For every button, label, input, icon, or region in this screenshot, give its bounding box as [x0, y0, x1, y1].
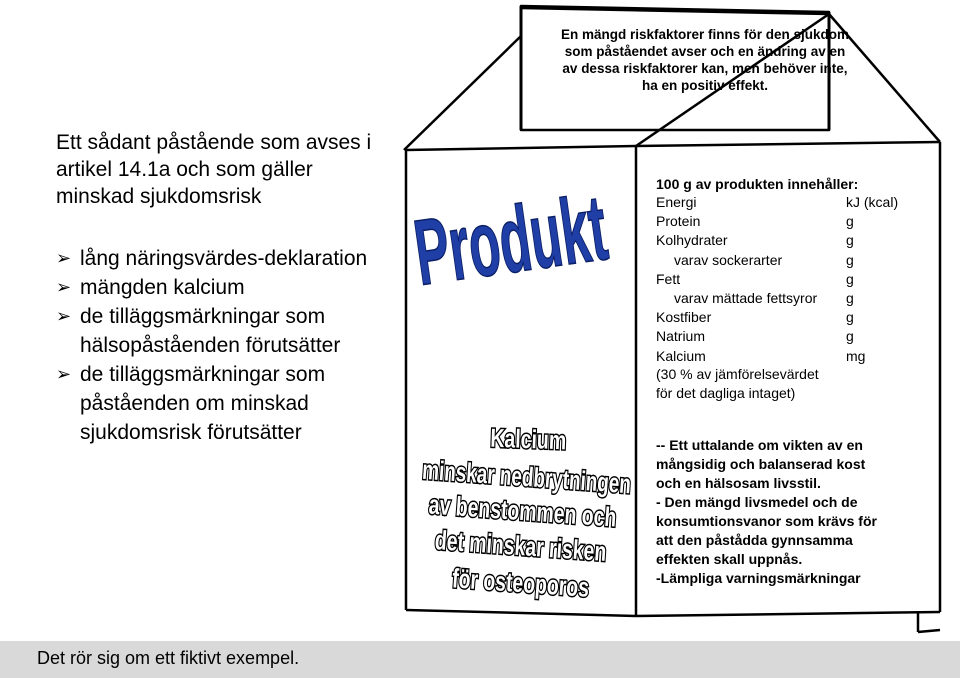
nutrient-name: Fett	[656, 270, 681, 287]
list-item-text: mängden kalcium	[80, 276, 245, 299]
product-label: Produkt	[408, 174, 613, 305]
footer-text: Det rör sig om ett fiktivt exempel.	[37, 648, 300, 668]
nutrient-unit: g	[846, 213, 854, 230]
nutrient-unit: g	[846, 270, 854, 287]
nutrient-unit: g	[846, 251, 854, 268]
claim-line: för osteoporos	[451, 563, 591, 603]
nutrition-table	[656, 193, 916, 366]
claim-requirement-line: mångsidig och balanserad kost	[656, 456, 866, 472]
claim-line: av benstommen och	[427, 489, 618, 533]
nutrient-unit: kJ (kcal)	[846, 194, 899, 210]
claim-line: Kalcium	[489, 422, 567, 455]
claim-requirements	[656, 436, 926, 588]
nutrient-name: Kostfiber	[656, 309, 712, 326]
nutrient-unit: g	[846, 232, 854, 249]
nutrition-title: 100 g av produkten innehåller:	[656, 176, 859, 192]
nutrition-row	[656, 251, 916, 270]
nutrition-row	[656, 347, 916, 366]
risk-factor-text: En mängd riskfaktorer finns för den sjukdom som påståendet avser och en ändring av en av dessa riskfaktorer kan, men behöver inte, ha en positiv effekt.	[560, 27, 850, 93]
arrow-bullet-icon: ➢	[56, 248, 72, 268]
nutrition-row	[656, 270, 916, 289]
nutrient-name: Kolhydrater	[656, 232, 728, 249]
note-line: för det dagliga intaget)	[656, 385, 796, 401]
arrow-bullet-icon: ➢	[56, 364, 72, 384]
nutrition-row	[656, 289, 916, 308]
list-item-text: de tilläggsmärkningar som hälsopåståenden förutsätter	[80, 305, 341, 357]
footer-bar	[0, 641, 960, 678]
nutrient-unit: g	[846, 289, 854, 306]
note-line: (30 % av jämförelsevärdet	[656, 366, 819, 382]
claim-requirement-line: att den påstådda gynnsamma	[656, 532, 853, 548]
claim-requirement-line: -- Ett uttalande om vikten av en	[656, 437, 863, 453]
nutrient-name: Protein	[656, 213, 701, 230]
nutrient-unit: g	[846, 309, 854, 326]
claim-requirement-line: - Den mängd livsmedel och de	[656, 494, 858, 510]
nutrition-row	[656, 327, 916, 346]
arrow-bullet-icon: ➢	[56, 306, 72, 326]
nutrition-row	[656, 308, 916, 327]
list-item-text: de tilläggsmärkningar som påståenden om minskad sjukdomsrisk förutsätter	[80, 363, 326, 444]
list-item-text: lång näringsvärdes-deklaration	[80, 247, 368, 270]
nutrient-unit: mg	[846, 347, 866, 364]
claim-line: minskar nedbrytningen	[421, 454, 632, 500]
nutrient-unit: g	[846, 328, 854, 345]
nutrition-note	[656, 365, 876, 403]
claim-requirement-line: konsumtionsvanor som krävs för	[656, 513, 877, 529]
nutrition-row	[656, 231, 916, 250]
arrow-bullet-icon: ➢	[56, 277, 72, 297]
nutrient-name: varav mättade fettsyror	[674, 289, 818, 306]
claim-line: det minskar risken	[433, 524, 608, 567]
claim-requirement-line: -Lämpliga varningsmärkningar	[656, 570, 861, 586]
nutrition-row	[656, 193, 916, 212]
nutrient-name: varav sockerarter	[674, 251, 783, 268]
claim-requirement-line: effekten skall uppnås.	[656, 551, 803, 567]
nutrient-name: Energi	[656, 194, 697, 210]
nutrient-name: Natrium	[656, 328, 706, 345]
nutrition-row	[656, 212, 916, 231]
left-heading: Ett sådant påstående som avses i artikel 14.1a och som gäller minskad sjukdomsrisk	[56, 131, 372, 208]
nutrient-name: Kalcium	[656, 347, 706, 364]
claim-requirement-line: och en hälsosam livsstil.	[656, 475, 821, 491]
